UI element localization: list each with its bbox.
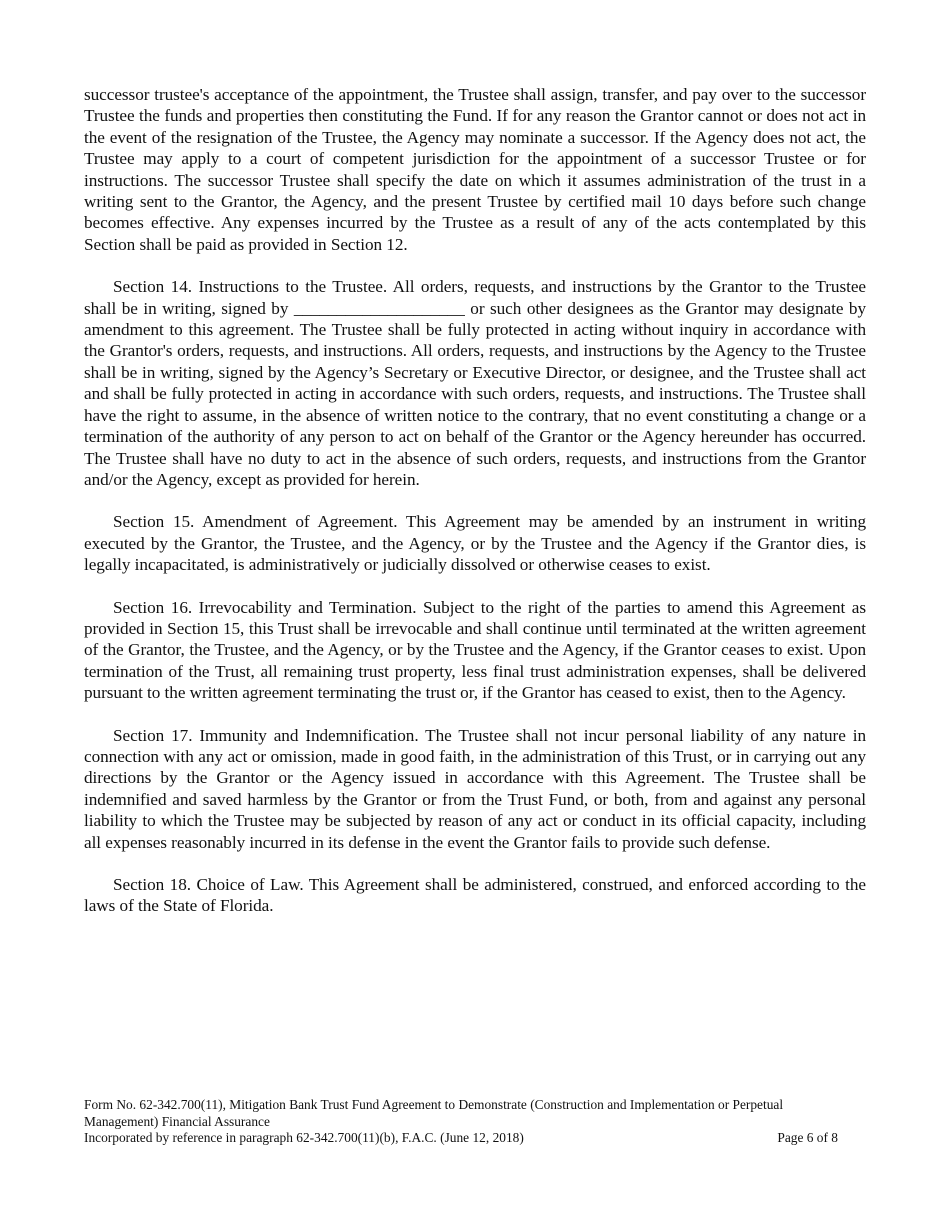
paragraph-section-17: Section 17. Immunity and Indemnification. The Trustee shall not incur personal liability of any nature in connection with any act or omission, made in good faith, in the administration of this Trust, or in carrying out any directions by the Grantor or the Agency issued in accordance with this Agreement. The Trustee shall be indemnified and saved harmless by the Grantor or from the Trust Fund, or both, from and against any personal liability to which the Trustee may be subjected by reason of any act or conduct in its official capacity, including all expenses reasonably incurred in its defense in the event the Grantor fails to provide such defense.	[84, 725, 866, 852]
paragraph-section-18: Section 18. Choice of Law. This Agreement shall be administered, construed, and enforced according to the laws of the State of Florida.	[84, 875, 866, 916]
paragraph-section-15: Section 15. Amendment of Agreement. This Agreement may be amended by an instrument in writing executed by the Grantor, the Trustee, and the Agency, or by the Trustee and the Agency if the Grantor dies, is legally incapacitated, is administratively or judicially dissolved or otherwise ceases to exist.	[84, 512, 866, 575]
footer-form-line: Form No. 62-342.700(11), Mitigation Bank Trust Fund Agreement to Demonstrate (Construction and Implementation or Perpetual Management) Financial Assurance	[84, 1097, 784, 1129]
page-footer	[84, 1097, 838, 1147]
document-body	[84, 84, 866, 938]
paragraph-continuation: successor trustee's acceptance of the appointment, the Trustee shall assign, transfer, and pay over to the successor Trustee the funds and properties then constituting the Fund. If for any reason the Grantor cannot or does not act in the event of the resignation of the Trustee, the Agency may nominate a successor. If the Agency does not act, the Trustee may apply to a court of competent jurisdiction for the appointment of a successor Trustee or for instructions. The successor Trustee shall specify the date on which it assumes administration of the trust in a writing sent to the Grantor, the Agency, and the present Trustee by certified mail 10 days before such change becomes effective. Any expenses incurred by the Trustee as a result of any of the acts contemplated by this Section shall be paid as provided in Section 12.	[84, 85, 866, 254]
paragraph-section-14: Section 14. Instructions to the Trustee. All orders, requests, and instructions by the Grantor to the Trustee shall be in writing, signed by ____________________ or such other designees as the Grantor may designate by amendment to this agreement. The Trustee shall be fully protected in acting without inquiry in accordance with the Grantor's orders, requests, and instructions. All orders, requests, and instructions by the Agency to the Trustee shall be in writing, signed by the Agency’s Secretary or Executive Director, or designee, and the Trustee shall act and shall be fully protected in acting in accordance with such orders, requests, and instructions. The Trustee shall have the right to assume, in the absence of written notice to the contrary, that no event constituting a change or a termination of the authority of any person to act on behalf of the Grantor or the Agency hereunder has occurred. The Trustee shall have no duty to act in the absence of such orders, requests, and instructions from the Grantor and/or the Agency, except as provided for herein.	[84, 277, 866, 489]
footer-bottom-row	[84, 1130, 838, 1147]
paragraph-section-16: Section 16. Irrevocability and Termination. Subject to the right of the parties to amend this Agreement as provided in Section 15, this Trust shall be irrevocable and shall continue until terminated at the written agreement of the Grantor, the Trustee, and the Agency, or by the Trustee and the Agency, if the Grantor ceases to exist. Upon termination of the Trust, all remaining trust property, less final trust administration expenses, shall be delivered pursuant to the written agreement terminating the trust or, if the Grantor has ceased to exist, then to the Agency.	[84, 597, 866, 703]
page-number: Page 6 of 8	[777, 1130, 838, 1145]
footer-incorporated-line: Incorporated by reference in paragraph 62-342.700(11)(b), F.A.C. (June 12, 2018)	[84, 1130, 524, 1145]
